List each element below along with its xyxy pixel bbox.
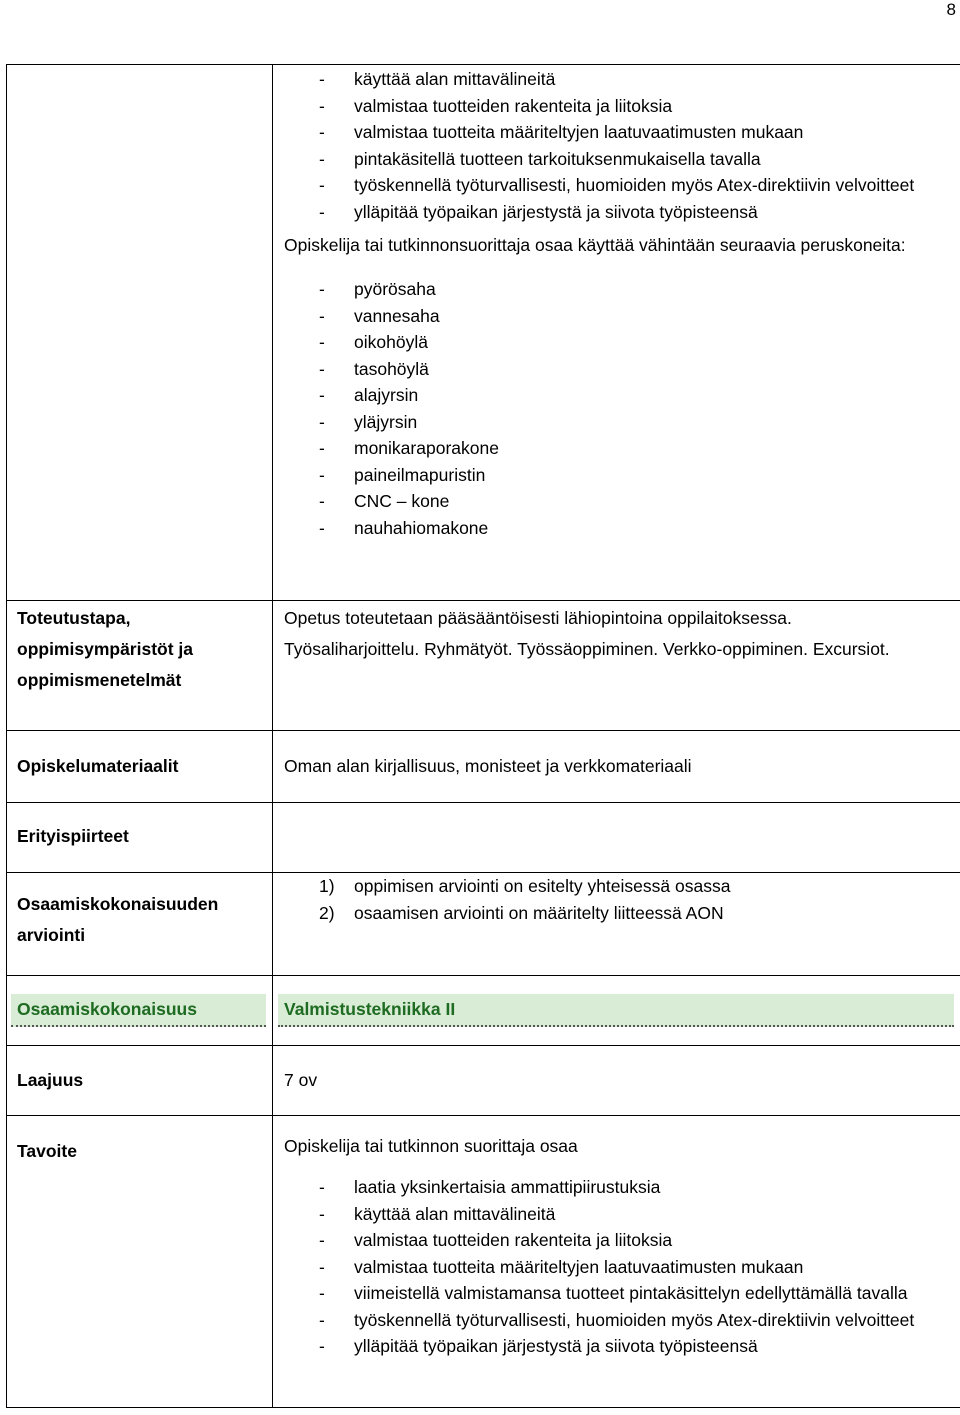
- list-item: [284, 488, 951, 515]
- tavoite-intro: Opiskelija tai tutkinnon suorittaja osaa: [284, 1136, 578, 1156]
- row-tavoite: [7, 1116, 960, 1408]
- laajuus-content-cell: [273, 1046, 960, 1116]
- bullet-dash: -: [319, 1203, 325, 1224]
- materiaalit-label-cell: [7, 731, 273, 803]
- list-item-text: käyttää alan mittavälineitä: [354, 69, 556, 89]
- erityis-content-cell: [273, 803, 960, 873]
- list-item-text: valmistaa tuotteiden rakenteita ja liitoksia: [354, 95, 673, 116]
- bullet-dash: -: [319, 175, 325, 195]
- list-item-text: nauhahiomakone: [354, 517, 489, 538]
- bullet-dash: -: [319, 438, 325, 458]
- materiaalit-text: Oman alan kirjallisuus, monisteet ja verkkomateriaali: [284, 756, 692, 776]
- arviointi-label-cell: [7, 873, 273, 976]
- bullet-dash: -: [319, 491, 325, 511]
- laajuus-label-cell: [7, 1046, 273, 1116]
- row-goals-continued: [7, 65, 960, 601]
- kokonaisuus-label: Osaamiskokonaisuus: [11, 994, 266, 1027]
- list-item-text: käyttää alan mittavälineitä: [354, 1203, 556, 1224]
- bullet-dash: -: [319, 411, 325, 432]
- tavoite-label: Tavoite: [17, 1141, 77, 1161]
- numbered-item: [273, 873, 960, 900]
- item-number: 1): [319, 876, 335, 896]
- list-item-text: viimeistellä valmistamansa tuotteet pintakäsittelyn edellyttämällä tavalla: [354, 1283, 908, 1303]
- toteutus-text: Opetus toteutetaan pääsääntöisesti lähiopintoina oppilaitoksessa. Työsaliharjoittelu. Ryhmätyöt. Työssäoppiminen. Verkko-oppiminen. Excursiot.: [284, 608, 890, 659]
- list-item: [284, 1280, 951, 1307]
- list-item-text: pyörösaha: [354, 279, 436, 299]
- list-item-text: työskennellä työturvallisesti, huomioiden myös Atex-direktiivin velvoitteet: [354, 1309, 915, 1330]
- list-item-text: alajyrsin: [354, 385, 419, 405]
- bullet-dash: -: [319, 305, 325, 326]
- bullet-dash: -: [319, 464, 325, 485]
- arviointi-label: Osaamiskokonaisuuden arviointi: [17, 894, 219, 945]
- arviointi-list: [273, 873, 960, 926]
- list-item: [284, 66, 951, 93]
- list-item-text: monikaraporakone: [354, 438, 499, 458]
- bullet-dash: -: [319, 201, 325, 222]
- list-item-text: oikohöylä: [354, 332, 428, 352]
- toteutus-label: Toteutustapa, oppimisympäristöt ja oppimismenetelmät: [17, 608, 194, 690]
- list-item-text: ylläpitää työpaikan järjestystä ja siivota työpisteensä: [354, 1336, 758, 1356]
- empty-label-cell: [7, 65, 273, 601]
- list-item-text: vannesaha: [354, 305, 440, 326]
- list-item: [284, 119, 951, 146]
- bullet-dash: -: [319, 517, 325, 538]
- tavoite-list: [284, 1174, 951, 1360]
- list-item: [284, 303, 951, 330]
- list-item: [284, 199, 951, 226]
- materiaalit-label: Opiskelumateriaalit: [17, 756, 179, 776]
- bullet-dash: -: [319, 148, 325, 169]
- list-item: [284, 462, 951, 489]
- list-item: [284, 356, 951, 383]
- machines-list: [284, 276, 951, 541]
- kokonaisuus-value: Valmistustekniikka II: [278, 994, 954, 1027]
- curriculum-table: [6, 64, 960, 1408]
- bullet-dash: -: [319, 1309, 325, 1330]
- row-materiaalit: [7, 731, 960, 803]
- machines-intro: Opiskelija tai tutkinnonsuorittaja osaa käyttää vähintään seuraavia peruskoneita:: [284, 235, 906, 255]
- tavoite-label-cell: [7, 1116, 273, 1408]
- list-item: [284, 1227, 951, 1254]
- list-item-text: ylläpitää työpaikan järjestystä ja siivota työpisteensä: [354, 201, 758, 222]
- erityis-label-cell: [7, 803, 273, 873]
- list-item: [284, 172, 951, 199]
- list-item-text: paineilmapuristin: [354, 464, 486, 485]
- list-item: [284, 515, 951, 542]
- bullet-dash: -: [319, 1177, 325, 1197]
- row-laajuus: [7, 1046, 960, 1116]
- list-item-text: tasohöylä: [354, 358, 429, 379]
- bullet-dash: -: [319, 95, 325, 116]
- numbered-item: [273, 900, 960, 927]
- list-item-text: CNC – kone: [354, 491, 450, 511]
- toteutus-content-cell: [273, 601, 960, 731]
- list-item: [284, 1307, 951, 1334]
- list-item: [284, 409, 951, 436]
- list-item: [284, 435, 951, 462]
- bullet-dash: -: [319, 1230, 325, 1250]
- bullet-dash: -: [319, 1283, 325, 1303]
- bullet-dash: -: [319, 69, 325, 89]
- list-item-text: valmistaa tuotteita määriteltyjen laatuvaatimusten mukaan: [354, 122, 804, 142]
- list-item: [284, 1201, 951, 1228]
- list-item: [284, 1333, 951, 1360]
- goals-list: [284, 66, 951, 225]
- goals-content-cell: [273, 65, 960, 601]
- list-item-text: valmistaa tuotteiden rakenteita ja liitoksia: [354, 1230, 673, 1250]
- list-item: [284, 329, 951, 356]
- bullet-dash: -: [319, 279, 325, 299]
- item-number: 2): [319, 902, 335, 923]
- list-item: [284, 93, 951, 120]
- bullet-dash: -: [319, 1256, 325, 1277]
- page-number: 8: [946, 0, 956, 19]
- row-toteutus: [7, 601, 960, 731]
- materiaalit-content-cell: [273, 731, 960, 803]
- row-kokonaisuus: [7, 976, 960, 1046]
- toteutus-label-cell: [7, 601, 273, 731]
- laajuus-value: 7 ov: [284, 1070, 318, 1090]
- row-erityis: [7, 803, 960, 873]
- laajuus-label: Laajuus: [17, 1070, 84, 1090]
- tavoite-content-cell: [273, 1116, 960, 1408]
- list-item-text: valmistaa tuotteita määriteltyjen laatuvaatimusten mukaan: [354, 1256, 804, 1277]
- bullet-dash: -: [319, 122, 325, 142]
- list-item-text: laatia yksinkertaisia ammattipiirustuksia: [354, 1177, 661, 1197]
- item-text: osaamisen arviointi on määritelty liitteessä AON: [354, 902, 724, 923]
- bullet-dash: -: [319, 358, 325, 379]
- item-text: oppimisen arviointi on esitelty yhteisessä osassa: [354, 876, 731, 896]
- bullet-dash: -: [319, 332, 325, 352]
- bullet-dash: -: [319, 385, 325, 405]
- list-item: [284, 276, 951, 303]
- list-item-text: työskennellä työturvallisesti, huomioiden myös Atex-direktiivin velvoitteet: [354, 175, 915, 195]
- kokonaisuus-content-cell: [273, 976, 960, 1046]
- erityis-label: Erityispiirteet: [17, 826, 129, 846]
- list-item: [284, 146, 951, 173]
- list-item: [284, 382, 951, 409]
- arviointi-content-cell: [273, 873, 960, 976]
- list-item: [284, 1174, 951, 1201]
- list-item: [284, 1254, 951, 1281]
- kokonaisuus-label-cell: [7, 976, 273, 1046]
- bullet-dash: -: [319, 1336, 325, 1356]
- list-item-text: pintakäsitellä tuotteen tarkoituksenmukaisella tavalla: [354, 148, 761, 169]
- row-arviointi: [7, 873, 960, 976]
- list-item-text: yläjyrsin: [354, 411, 418, 432]
